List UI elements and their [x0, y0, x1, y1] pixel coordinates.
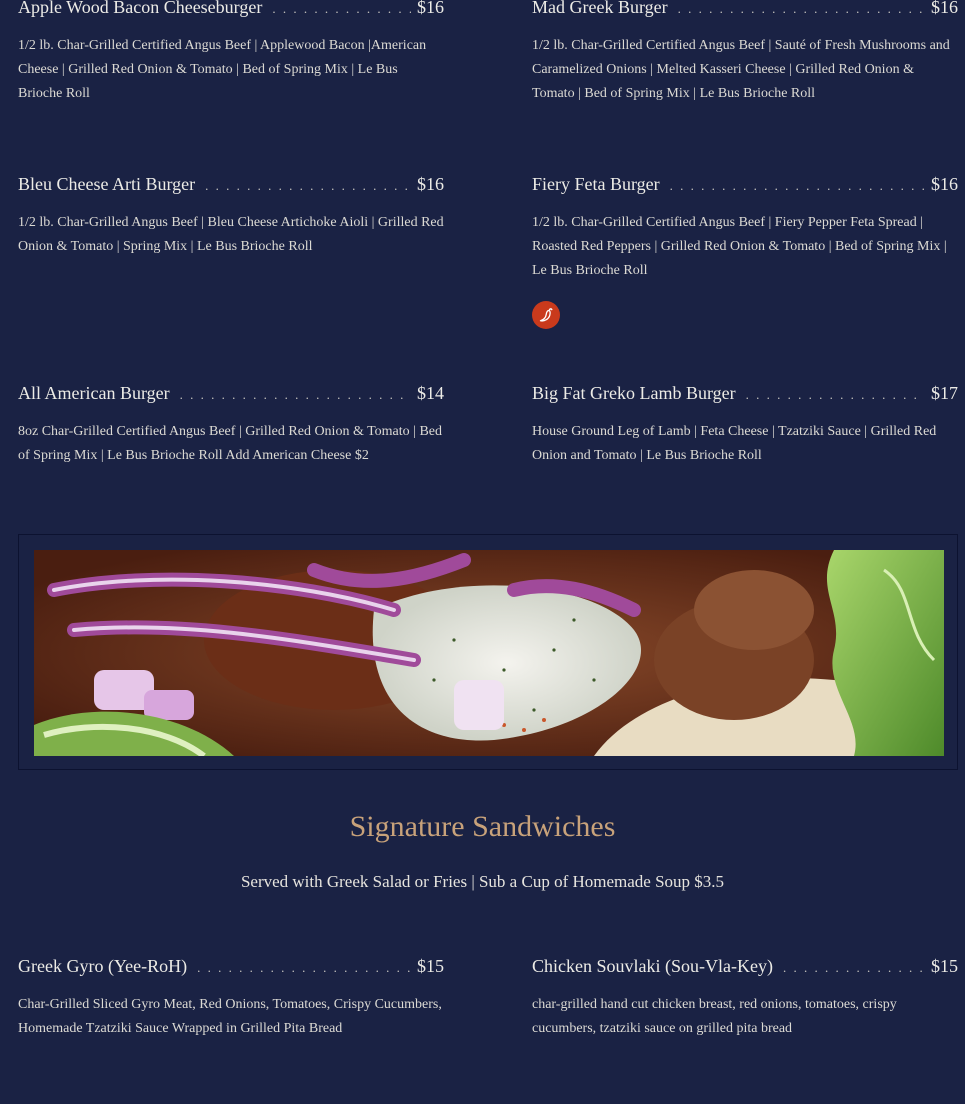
menu-item-name: Mad Greek Burger [532, 0, 668, 17]
menu-item-name: Chicken Souvlaki (Sou-Vla-Key) [532, 956, 773, 976]
menu-item-description: char-grilled hand cut chicken breast, red onions, tomatoes, crispy cucumbers, tzatziki sauce on grilled pita bread [532, 997, 897, 1036]
menu-item-header [532, 173, 958, 197]
leader-dots [197, 957, 411, 979]
food-photo [34, 550, 944, 756]
menu-item [18, 0, 444, 106]
menu-item-price: $15 [417, 956, 444, 976]
leader-dots [678, 0, 925, 20]
menu-item [532, 955, 958, 1041]
menu-item-name: All American Burger [18, 383, 170, 403]
menu-item-name: Fiery Feta Burger [532, 174, 660, 194]
menu-item-price: $16 [417, 174, 444, 194]
section-title: Signature Sandwiches [349, 810, 616, 843]
leader-dots [783, 957, 925, 979]
spicy-chili-icon [532, 301, 560, 329]
menu-item-description: 1/2 lb. Char-Grilled Certified Angus Beef | Applewood Bacon |American Cheese | Grilled Red Onion & Tomato | Bed of Spring Mix | Le Bus Brioche Roll [18, 38, 427, 101]
menu-item-description: Char-Grilled Sliced Gyro Meat, Red Onions, Tomatoes, Crispy Cucumbers, Homemade Tzatziki Sauce Wrapped in Grilled Pita Bread [18, 997, 442, 1036]
menu-item-header [18, 173, 444, 197]
chili-pepper-icon [537, 306, 555, 324]
menu-item-price: $14 [417, 383, 444, 403]
menu-item-description: 1/2 lb. Char-Grilled Angus Beef | Bleu Cheese Artichoke Aioli | Grilled Red Onion & Tomato | Spring Mix | Le Bus Brioche Roll [18, 215, 444, 254]
menu-item-price: $17 [931, 383, 958, 403]
gyro-food-image [34, 550, 944, 756]
menu-item-price: $16 [417, 0, 444, 17]
menu-item-header [18, 955, 444, 979]
menu-item-header [18, 382, 444, 406]
leader-dots [272, 0, 411, 20]
menu-item-header [532, 0, 958, 20]
menu-item-description: 1/2 lb. Char-Grilled Certified Angus Beef | Sauté of Fresh Mushrooms and Caramelized Onions | Melted Kasseri Cheese | Grilled Red Onion & Tomato | Bed of Spring Mix | Le Bus Brioche Roll [532, 38, 950, 101]
leader-dots [205, 175, 411, 197]
menu-item-description: House Ground Leg of Lamb | Feta Cheese | Tzatziki Sauce | Grilled Red Onion and Tomato | Le Bus Brioche Roll [532, 424, 937, 463]
leader-dots [746, 384, 925, 406]
leader-dots [670, 175, 925, 197]
menu-item-name: Apple Wood Bacon Cheeseburger [18, 0, 263, 17]
menu-item [18, 173, 444, 259]
section-subtitle: Served with Greek Salad or Fries | Sub a Cup of Homemade Soup $3.5 [240, 872, 725, 891]
menu-item-name: Big Fat Greko Lamb Burger [532, 383, 736, 403]
menu-item [532, 173, 958, 329]
food-photo-frame [18, 534, 958, 770]
menu-item [532, 382, 958, 468]
menu-item-description: 1/2 lb. Char-Grilled Certified Angus Beef | Fiery Pepper Feta Spread | Roasted Red Peppers | Grilled Red Onion & Tomato | Bed of Spring Mix | Le Bus Brioche Roll [532, 215, 947, 278]
menu-item-price: $16 [931, 0, 958, 17]
menu-item-name: Greek Gyro (Yee-RoH) [18, 956, 188, 976]
menu-item-name: Bleu Cheese Arti Burger [18, 174, 196, 194]
menu-item-header [532, 382, 958, 406]
menu-item-header [18, 0, 444, 20]
menu-item [18, 382, 444, 468]
leader-dots [180, 384, 411, 406]
menu-item [18, 955, 444, 1041]
menu-item-price: $15 [931, 956, 958, 976]
menu-item-price: $16 [931, 174, 958, 194]
menu-item [532, 0, 958, 106]
menu-item-description: 8oz Char-Grilled Certified Angus Beef | Grilled Red Onion & Tomato | Bed of Spring Mix | Le Bus Brioche Roll Add American Cheese $2 [18, 424, 443, 463]
menu-item-header [532, 955, 958, 979]
